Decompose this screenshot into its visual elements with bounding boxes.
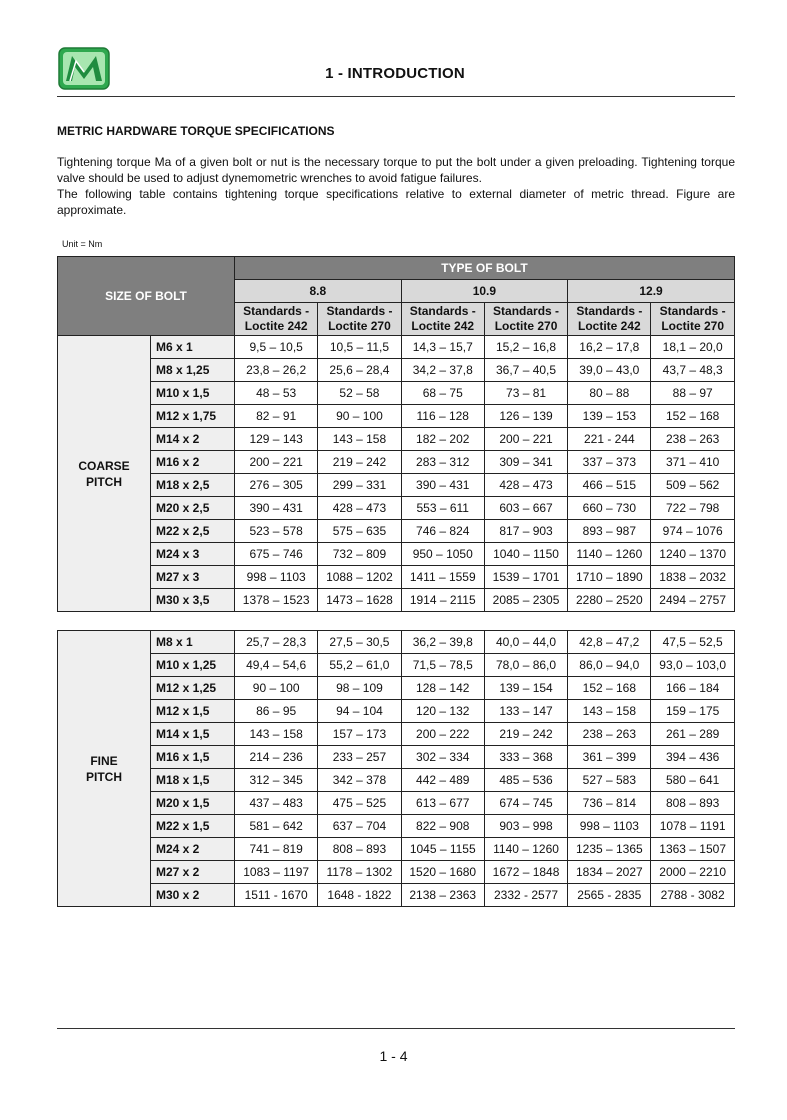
torque-value-cell: 736 – 814	[568, 792, 651, 815]
torque-value-cell: 2494 – 2757	[651, 589, 734, 612]
torque-value-cell: 152 – 168	[568, 677, 651, 700]
torque-value-cell: 822 – 908	[401, 815, 484, 838]
torque-value-cell: 722 – 798	[651, 497, 734, 520]
torque-value-cell: 575 – 635	[318, 520, 401, 543]
torque-value-cell: 73 – 81	[484, 382, 567, 405]
torque-value-cell: 283 – 312	[401, 451, 484, 474]
table-row	[58, 382, 735, 405]
torque-value-cell: 337 – 373	[568, 451, 651, 474]
torque-value-cell: 82 – 91	[235, 405, 318, 428]
torque-value-cell: 1838 – 2032	[651, 566, 734, 589]
torque-value-cell: 312 – 345	[235, 769, 318, 792]
torque-value-cell: 126 – 139	[484, 405, 567, 428]
torque-value-cell: 299 – 331	[318, 474, 401, 497]
torque-value-cell: 78,0 – 86,0	[484, 654, 567, 677]
torque-value-cell: 581 – 642	[235, 815, 318, 838]
torque-value-cell: 23,8 – 26,2	[235, 359, 318, 382]
torque-value-cell: 475 – 525	[318, 792, 401, 815]
torque-value-cell: 746 – 824	[401, 520, 484, 543]
bolt-size-cell: M12 x 1,5	[151, 700, 235, 723]
bolt-size-cell: M27 x 2	[151, 861, 235, 884]
torque-value-cell: 361 – 399	[568, 746, 651, 769]
torque-value-cell: 1140 – 1260	[568, 543, 651, 566]
torque-value-cell: 166 – 184	[651, 677, 734, 700]
bolt-size-cell: M12 x 1,25	[151, 677, 235, 700]
torque-value-cell: 1834 – 2027	[568, 861, 651, 884]
torque-value-cell: 88 – 97	[651, 382, 734, 405]
coarse-pitch-table	[57, 256, 735, 612]
torque-value-cell: 437 – 483	[235, 792, 318, 815]
torque-value-cell: 200 – 221	[235, 451, 318, 474]
group-label-line-1: FINE	[90, 753, 118, 768]
torque-value-cell: 36,2 – 39,8	[401, 631, 484, 654]
torque-value-cell: 40,0 – 44,0	[484, 631, 567, 654]
torque-value-cell: 25,7 – 28,3	[235, 631, 318, 654]
torque-value-cell: 394 – 436	[651, 746, 734, 769]
torque-value-cell: 2332 - 2577	[484, 884, 567, 907]
torque-value-cell: 133 – 147	[484, 700, 567, 723]
coarse-pitch-group-label	[58, 336, 151, 612]
bolt-size-cell: M30 x 3,5	[151, 589, 235, 612]
torque-value-cell: 342 – 378	[318, 769, 401, 792]
bolt-size-cell: M24 x 2	[151, 838, 235, 861]
torque-value-cell: 2085 – 2305	[484, 589, 567, 612]
torque-value-cell: 219 – 242	[318, 451, 401, 474]
torque-value-cell: 674 – 745	[484, 792, 567, 815]
table-row	[58, 792, 735, 815]
torque-value-cell: 1511 - 1670	[235, 884, 318, 907]
torque-value-cell: 808 – 893	[318, 838, 401, 861]
table-row	[58, 543, 735, 566]
intro-paragraph-1: Tightening torque Ma of a given bolt or nut is the necessary torque to put the bolt under a given preloading. Tightening torque valve should be used to adjust dynemometric wrenches to avoid fatigue failures.	[57, 155, 735, 185]
group-label-line-1: COARSE	[78, 458, 130, 473]
table-row	[58, 884, 735, 907]
torque-value-cell: 238 – 263	[568, 723, 651, 746]
grade-header: 12.9	[568, 280, 735, 303]
torque-value-cell: 333 – 368	[484, 746, 567, 769]
torque-value-cell: 90 – 100	[318, 405, 401, 428]
torque-value-cell: 442 – 489	[401, 769, 484, 792]
torque-value-cell: 36,7 – 40,5	[484, 359, 567, 382]
table-row	[58, 861, 735, 884]
company-logo	[58, 47, 110, 90]
torque-value-cell: 143 – 158	[568, 700, 651, 723]
torque-value-cell: 98 – 109	[318, 677, 401, 700]
torque-value-cell: 1672 – 1848	[484, 861, 567, 884]
torque-value-cell: 1648 - 1822	[318, 884, 401, 907]
torque-value-cell: 233 – 257	[318, 746, 401, 769]
torque-value-cell: 1078 – 1191	[651, 815, 734, 838]
torque-value-cell: 52 – 58	[318, 382, 401, 405]
torque-value-cell: 219 – 242	[484, 723, 567, 746]
loctite-column-header	[651, 303, 734, 336]
bolt-size-cell: M14 x 1,5	[151, 723, 235, 746]
torque-value-cell: 143 – 158	[235, 723, 318, 746]
torque-value-cell: 1520 – 1680	[401, 861, 484, 884]
table-row	[58, 746, 735, 769]
torque-value-cell: 27,5 – 30,5	[318, 631, 401, 654]
torque-value-cell: 200 – 222	[401, 723, 484, 746]
table-row	[58, 769, 735, 792]
torque-value-cell: 553 – 611	[401, 497, 484, 520]
bolt-size-cell: M10 x 1,5	[151, 382, 235, 405]
bolt-size-cell: M12 x 1,75	[151, 405, 235, 428]
torque-value-cell: 43,7 – 48,3	[651, 359, 734, 382]
torque-value-cell: 2000 – 2210	[651, 861, 734, 884]
table-row	[58, 631, 735, 654]
page-header-title: 1 - INTRODUCTION	[325, 65, 465, 82]
torque-value-cell: 276 – 305	[235, 474, 318, 497]
table-row	[58, 654, 735, 677]
torque-value-cell: 16,2 – 17,8	[568, 336, 651, 359]
torque-value-cell: 49,4 – 54,6	[235, 654, 318, 677]
column-header-line-1: Standards -	[659, 304, 726, 318]
torque-value-cell: 302 – 334	[401, 746, 484, 769]
table-row	[58, 359, 735, 382]
fine-pitch-table	[57, 630, 735, 907]
bolt-size-cell: M8 x 1	[151, 631, 235, 654]
torque-value-cell: 2138 – 2363	[401, 884, 484, 907]
torque-value-cell: 261 – 289	[651, 723, 734, 746]
column-header-line-2: Loctite 242	[577, 319, 641, 333]
torque-value-cell: 637 – 704	[318, 815, 401, 838]
torque-value-cell: 2280 – 2520	[568, 589, 651, 612]
torque-value-cell: 86,0 – 94,0	[568, 654, 651, 677]
torque-value-cell: 42,8 – 47,2	[568, 631, 651, 654]
torque-value-cell: 466 – 515	[568, 474, 651, 497]
torque-value-cell: 238 – 263	[651, 428, 734, 451]
bolt-size-cell: M20 x 2,5	[151, 497, 235, 520]
torque-value-cell: 10,5 – 11,5	[318, 336, 401, 359]
torque-value-cell: 128 – 142	[401, 677, 484, 700]
bolt-size-cell: M27 x 3	[151, 566, 235, 589]
torque-value-cell: 47,5 – 52,5	[651, 631, 734, 654]
torque-value-cell: 1088 – 1202	[318, 566, 401, 589]
torque-value-cell: 1411 – 1559	[401, 566, 484, 589]
column-header-line-1: Standards -	[576, 304, 643, 318]
torque-value-cell: 159 – 175	[651, 700, 734, 723]
bolt-size-cell: M8 x 1,25	[151, 359, 235, 382]
torque-value-cell: 950 – 1050	[401, 543, 484, 566]
torque-value-cell: 152 – 168	[651, 405, 734, 428]
torque-value-cell: 741 – 819	[235, 838, 318, 861]
torque-value-cell: 214 – 236	[235, 746, 318, 769]
torque-value-cell: 14,3 – 15,7	[401, 336, 484, 359]
torque-value-cell: 675 – 746	[235, 543, 318, 566]
table-row	[58, 589, 735, 612]
torque-value-cell: 974 – 1076	[651, 520, 734, 543]
torque-value-cell: 182 – 202	[401, 428, 484, 451]
torque-value-cell: 613 – 677	[401, 792, 484, 815]
table-row	[58, 815, 735, 838]
torque-value-cell: 485 – 536	[484, 769, 567, 792]
column-header-line-1: Standards -	[409, 304, 476, 318]
torque-value-cell: 1914 – 2115	[401, 589, 484, 612]
bolt-size-cell: M18 x 2,5	[151, 474, 235, 497]
torque-value-cell: 15,2 – 16,8	[484, 336, 567, 359]
torque-value-cell: 509 – 562	[651, 474, 734, 497]
torque-value-cell: 1040 – 1150	[484, 543, 567, 566]
column-header-line-2: Loctite 270	[661, 319, 725, 333]
torque-value-cell: 48 – 53	[235, 382, 318, 405]
table-row	[58, 405, 735, 428]
torque-value-cell: 523 – 578	[235, 520, 318, 543]
table-row	[58, 700, 735, 723]
torque-value-cell: 998 – 1103	[235, 566, 318, 589]
torque-value-cell: 998 – 1103	[568, 815, 651, 838]
torque-value-cell: 1083 – 1197	[235, 861, 318, 884]
torque-value-cell: 1140 – 1260	[484, 838, 567, 861]
table-row	[58, 677, 735, 700]
type-of-bolt-header: TYPE OF BOLT	[235, 257, 735, 280]
torque-value-cell: 1539 – 1701	[484, 566, 567, 589]
torque-value-cell: 903 – 998	[484, 815, 567, 838]
torque-value-cell: 120 – 132	[401, 700, 484, 723]
torque-value-cell: 603 – 667	[484, 497, 567, 520]
torque-value-cell: 9,5 – 10,5	[235, 336, 318, 359]
torque-value-cell: 428 – 473	[484, 474, 567, 497]
torque-value-cell: 129 – 143	[235, 428, 318, 451]
torque-value-cell: 580 – 641	[651, 769, 734, 792]
bolt-size-cell: M22 x 2,5	[151, 520, 235, 543]
torque-value-cell: 1240 – 1370	[651, 543, 734, 566]
torque-value-cell: 143 – 158	[318, 428, 401, 451]
loctite-column-header	[235, 303, 318, 336]
column-header-line-1: Standards -	[243, 304, 310, 318]
bolt-size-cell: M30 x 2	[151, 884, 235, 907]
fine-pitch-group-label	[58, 631, 151, 907]
intro-text	[57, 154, 735, 218]
torque-value-cell: 34,2 – 37,8	[401, 359, 484, 382]
torque-value-cell: 93,0 – 103,0	[651, 654, 734, 677]
bolt-size-cell: M16 x 1,5	[151, 746, 235, 769]
group-label-line-2: PITCH	[86, 769, 122, 784]
torque-value-cell: 200 – 221	[484, 428, 567, 451]
torque-value-cell: 94 – 104	[318, 700, 401, 723]
torque-value-cell: 1235 – 1365	[568, 838, 651, 861]
torque-value-cell: 55,2 – 61,0	[318, 654, 401, 677]
torque-value-cell: 390 – 431	[401, 474, 484, 497]
table-row	[58, 474, 735, 497]
torque-value-cell: 660 – 730	[568, 497, 651, 520]
header-divider	[57, 96, 735, 97]
torque-value-cell: 139 – 154	[484, 677, 567, 700]
bolt-size-cell: M10 x 1,25	[151, 654, 235, 677]
column-header-line-2: Loctite 242	[411, 319, 475, 333]
bolt-size-cell: M20 x 1,5	[151, 792, 235, 815]
table-row	[58, 838, 735, 861]
loctite-column-header	[401, 303, 484, 336]
unit-label: Unit = Nm	[62, 239, 103, 249]
table-row	[58, 428, 735, 451]
torque-value-cell: 1710 – 1890	[568, 566, 651, 589]
torque-value-cell: 808 – 893	[651, 792, 734, 815]
table-row	[58, 520, 735, 543]
bolt-size-cell: M18 x 1,5	[151, 769, 235, 792]
bolt-size-cell: M16 x 2	[151, 451, 235, 474]
column-header-line-2: Loctite 242	[244, 319, 308, 333]
bolt-size-cell: M6 x 1	[151, 336, 235, 359]
torque-value-cell: 18,1 – 20,0	[651, 336, 734, 359]
group-label-line-2: PITCH	[86, 474, 122, 489]
torque-value-cell: 527 – 583	[568, 769, 651, 792]
torque-value-cell: 893 – 987	[568, 520, 651, 543]
torque-value-cell: 428 – 473	[318, 497, 401, 520]
torque-value-cell: 817 – 903	[484, 520, 567, 543]
torque-value-cell: 2788 - 3082	[651, 884, 734, 907]
torque-value-cell: 139 – 153	[568, 405, 651, 428]
column-header-line-2: Loctite 270	[328, 319, 391, 333]
section-title: METRIC HARDWARE TORQUE SPECIFICATIONS	[57, 124, 335, 138]
column-header-line-2: Loctite 270	[494, 319, 558, 333]
intro-paragraph-2: The following table contains tightening torque specifications relative to external diameter of metric thread. Figure are approximate.	[57, 187, 735, 217]
column-header-line-1: Standards -	[326, 304, 393, 318]
torque-value-cell: 1363 – 1507	[651, 838, 734, 861]
torque-value-cell: 1045 – 1155	[401, 838, 484, 861]
size-of-bolt-header: SIZE OF BOLT	[58, 257, 235, 336]
torque-value-cell: 68 – 75	[401, 382, 484, 405]
grade-header: 8.8	[235, 280, 402, 303]
loctite-column-header	[484, 303, 567, 336]
torque-value-cell: 86 – 95	[235, 700, 318, 723]
torque-value-cell: 2565 - 2835	[568, 884, 651, 907]
torque-value-cell: 90 – 100	[235, 677, 318, 700]
torque-value-cell: 39,0 – 43,0	[568, 359, 651, 382]
torque-value-cell: 371 – 410	[651, 451, 734, 474]
table-row	[58, 566, 735, 589]
torque-value-cell: 1473 – 1628	[318, 589, 401, 612]
table-row	[58, 451, 735, 474]
bolt-size-cell: M14 x 2	[151, 428, 235, 451]
loctite-column-header	[318, 303, 401, 336]
torque-value-cell: 732 – 809	[318, 543, 401, 566]
torque-value-cell: 1178 – 1302	[318, 861, 401, 884]
torque-value-cell: 71,5 – 78,5	[401, 654, 484, 677]
bolt-size-cell: M22 x 1,5	[151, 815, 235, 838]
table-row	[58, 497, 735, 520]
torque-value-cell: 25,6 – 28,4	[318, 359, 401, 382]
footer-divider	[57, 1028, 735, 1029]
torque-value-cell: 157 – 173	[318, 723, 401, 746]
grade-header: 10.9	[401, 280, 568, 303]
bolt-size-cell: M24 x 3	[151, 543, 235, 566]
torque-value-cell: 1378 – 1523	[235, 589, 318, 612]
table-row	[58, 336, 735, 359]
torque-value-cell: 80 – 88	[568, 382, 651, 405]
torque-value-cell: 221 - 244	[568, 428, 651, 451]
torque-value-cell: 116 – 128	[401, 405, 484, 428]
loctite-column-header	[568, 303, 651, 336]
page-number: 1 - 4	[379, 1048, 408, 1064]
torque-value-cell: 309 – 341	[484, 451, 567, 474]
table-row	[58, 723, 735, 746]
torque-value-cell: 390 – 431	[235, 497, 318, 520]
column-header-line-1: Standards -	[493, 304, 560, 318]
